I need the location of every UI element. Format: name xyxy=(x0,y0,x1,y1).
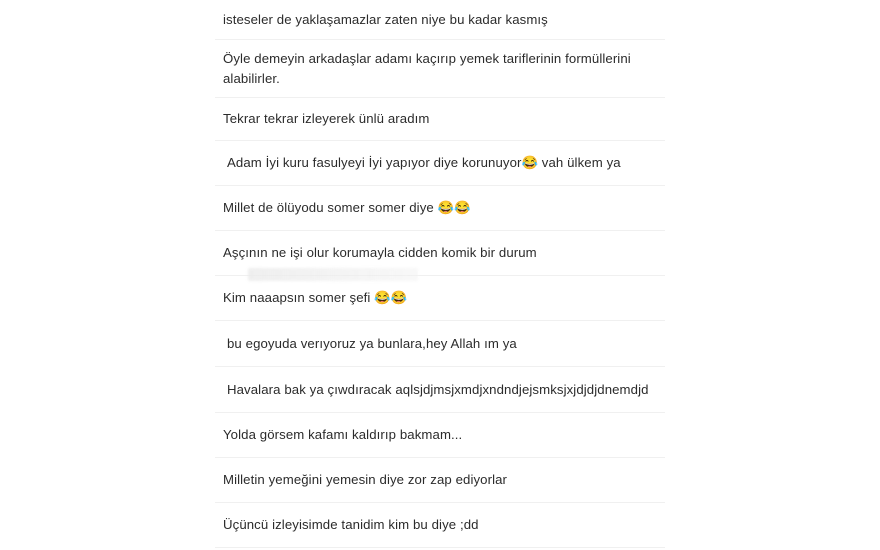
list-item[interactable] xyxy=(215,458,665,503)
list-item[interactable] xyxy=(215,413,665,458)
list-item[interactable] xyxy=(215,367,665,413)
list-item[interactable] xyxy=(215,0,665,40)
list-item[interactable] xyxy=(215,321,665,367)
comment-text: isteseler de yaklaşamazlar zaten niye bu kadar kasmış xyxy=(223,11,548,27)
list-item[interactable] xyxy=(215,276,665,321)
comment-text: Aşçının ne işi olur korumayla cidden komik bir durum xyxy=(223,245,537,261)
comment-text: Millet de ölüyodu somer somer diye 😂😂 xyxy=(223,200,471,216)
list-item[interactable] xyxy=(215,186,665,231)
list-item[interactable] xyxy=(215,141,665,186)
comment-text: bu egoyuda verıyoruz ya bunlara,hey Allah ım ya xyxy=(227,335,517,351)
comment-text: Havalara bak ya çıwdıracak aqlsjdjmsjxmdjxndndjejsmksjxjdjdjdnemdjd xyxy=(227,381,649,397)
list-item[interactable] xyxy=(215,40,665,98)
partial-occluded-text xyxy=(248,268,418,281)
list-item[interactable] xyxy=(215,503,665,548)
comment-text: Öyle demeyin arkadaşlar adamı kaçırıp yemek tariflerinin formüllerini alabilirler. xyxy=(223,51,635,86)
list-item[interactable] xyxy=(215,98,665,141)
comment-text: Adam İyi kuru fasulyeyi İyi yapıyor diye korunuyor😂 vah ülkem ya xyxy=(227,155,621,171)
comment-text: Kim naaapsın somer şefi 😂😂 xyxy=(223,290,408,306)
comment-text: Milletin yemeğini yemesin diye zor zap ediyorlar xyxy=(223,472,508,488)
comment-text: Üçüncü izleyisimde tanidim kim bu diye ;dd xyxy=(223,517,479,533)
comment-text: Tekrar tekrar izleyerek ünlü aradım xyxy=(223,111,430,127)
comment-text: Yolda görsem kafamı kaldırıp bakmam... xyxy=(223,427,463,443)
